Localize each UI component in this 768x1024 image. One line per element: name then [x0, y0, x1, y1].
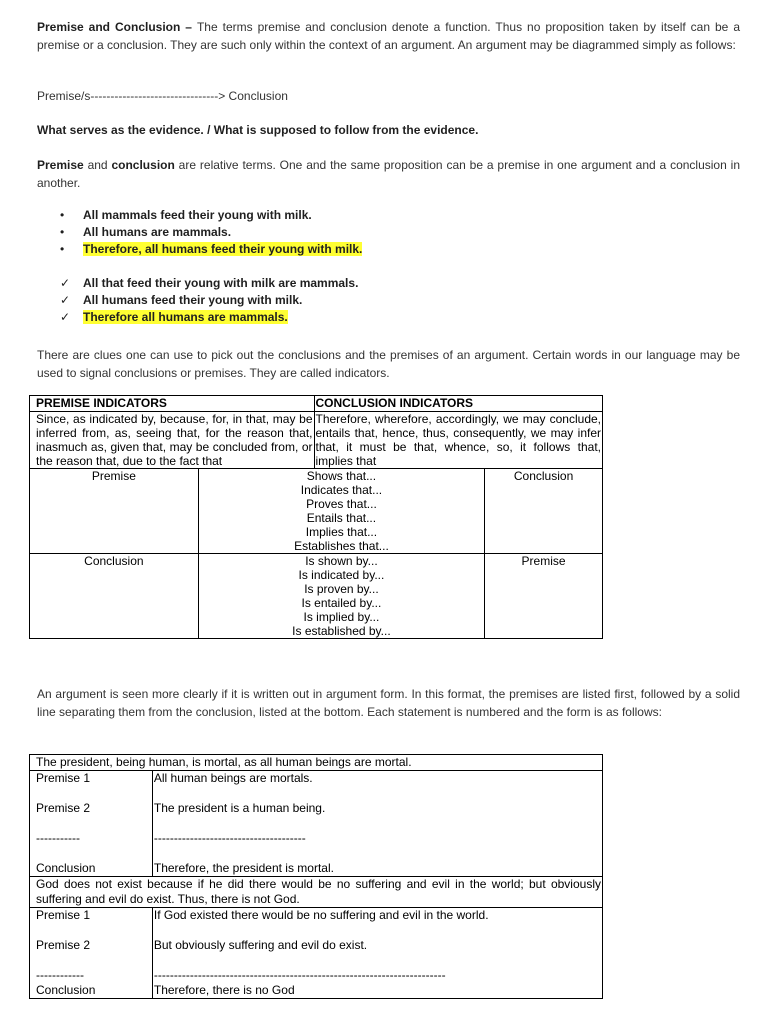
- premise-indicators-header: PREMISE INDICATORS: [30, 396, 315, 412]
- premise-indicator-words: Since, as indicated by, because, for, in that, may be inferred from, as, seeing that, for the reason that, inasmuch as, given that, may be concluded from, or the reason that, due to the fact that: [30, 412, 315, 469]
- check-list: [60, 275, 358, 326]
- argument-diagram: Premise/s--------------------------------> Conclusion: [37, 89, 288, 103]
- relative-and: and: [83, 158, 112, 172]
- table-cell-backward-phrases: Is shown by... Is indicated by... Is proven by... Is entailed by... Is implied by... Is established by...: [198, 554, 484, 639]
- intro-paragraph: [37, 18, 740, 54]
- bullet-icon: •: [60, 208, 65, 222]
- list-item: [60, 309, 358, 326]
- bullet-icon: •: [60, 242, 65, 256]
- list-item: ✓ All humans feed their young with milk.: [60, 293, 303, 307]
- example-1-heading: The president, being human, is mortal, as all human beings are mortal.: [30, 755, 603, 771]
- highlighted-conclusion: Therefore all humans are mammals.: [83, 310, 288, 324]
- argument-form-table: [29, 754, 603, 999]
- conclusion-indicator-words: Therefore, wherefore, accordingly, we may conclude, entails that, hence, thus, consequently, we may infer that, it must be that, whence, so, it follows that, implies that: [315, 412, 601, 468]
- intro-text: The terms premise and conclusion denote a function. Thus no proposition taken by itself can be a premise or a conclusion. They are such only within the context of an argument. An argument may be diagrammed simply as follows:: [37, 20, 741, 52]
- intro-term: Premise and Conclusion: [37, 20, 181, 34]
- example-1-labels: Premise 1 Premise 2 ----------- Conclusion: [30, 771, 153, 877]
- bullet-list: [60, 207, 362, 258]
- table-cell-forward-phrases: Shows that... Indicates that... Proves that... Entails that... Implies that... Establishes that...: [198, 469, 484, 554]
- example-1-statements: All human beings are mortals. The president is a human being. -------------------------------------- Therefore, the president is mortal.: [152, 771, 602, 877]
- checkmark-icon: ✓: [60, 293, 71, 307]
- relative-terms-paragraph: [37, 156, 740, 192]
- checkmark-icon: ✓: [60, 276, 71, 290]
- clues-paragraph: There are clues one can use to pick out the conclusions and the premises of an argument. Certain words in our language may be used to signal conclusions or premises. They are called indicators.: [37, 348, 740, 380]
- indicators-table: [29, 395, 603, 639]
- table-cell-premise: Premise: [30, 469, 199, 554]
- list-item: [60, 241, 362, 258]
- list-item: • All humans are mammals.: [60, 225, 232, 239]
- list-item: ✓ All that feed their young with milk are mammals.: [60, 276, 359, 290]
- relative-word-conclusion: conclusion: [111, 158, 175, 172]
- highlighted-conclusion: Therefore, all humans feed their young with milk.: [83, 242, 363, 256]
- example-2-labels: Premise 1 Premise 2 ------------ Conclusion: [30, 908, 153, 999]
- argument-form-paragraph: An argument is seen more clearly if it is written out in argument form. In this format, the premises are listed first, followed by a solid line separating them from the conclusion, listed at the bottom. Each statement is numbered and the form is as follows:: [37, 687, 740, 719]
- bullet-icon: •: [60, 225, 65, 239]
- relative-rest: are relative terms. One and the same proposition can be a premise in one argument and a conclusion in another.: [37, 158, 740, 190]
- relative-word-premise: Premise: [37, 158, 84, 172]
- example-2-heading: God does not exist because if he did there would be no suffering and evil in the world; but obviously suffering and evil do exist. Thus, there is not God.: [30, 877, 603, 908]
- intro-dash: –: [180, 20, 197, 34]
- checkmark-icon: ✓: [60, 310, 71, 324]
- evidence-line: What serves as the evidence. / What is supposed to follow from the evidence.: [37, 123, 479, 137]
- table-cell-conclusion: Conclusion: [485, 469, 603, 554]
- example-2-statements: If God existed there would be no suffering and evil in the world. But obviously suffering and evil do exist. ------------------------------------------------------------------------- Therefore, there is no God: [152, 908, 602, 999]
- table-cell-premise: Premise: [485, 554, 603, 639]
- conclusion-indicators-header: CONCLUSION INDICATORS: [314, 396, 603, 412]
- table-cell-conclusion: Conclusion: [30, 554, 199, 639]
- list-item: • All mammals feed their young with milk.: [60, 208, 312, 222]
